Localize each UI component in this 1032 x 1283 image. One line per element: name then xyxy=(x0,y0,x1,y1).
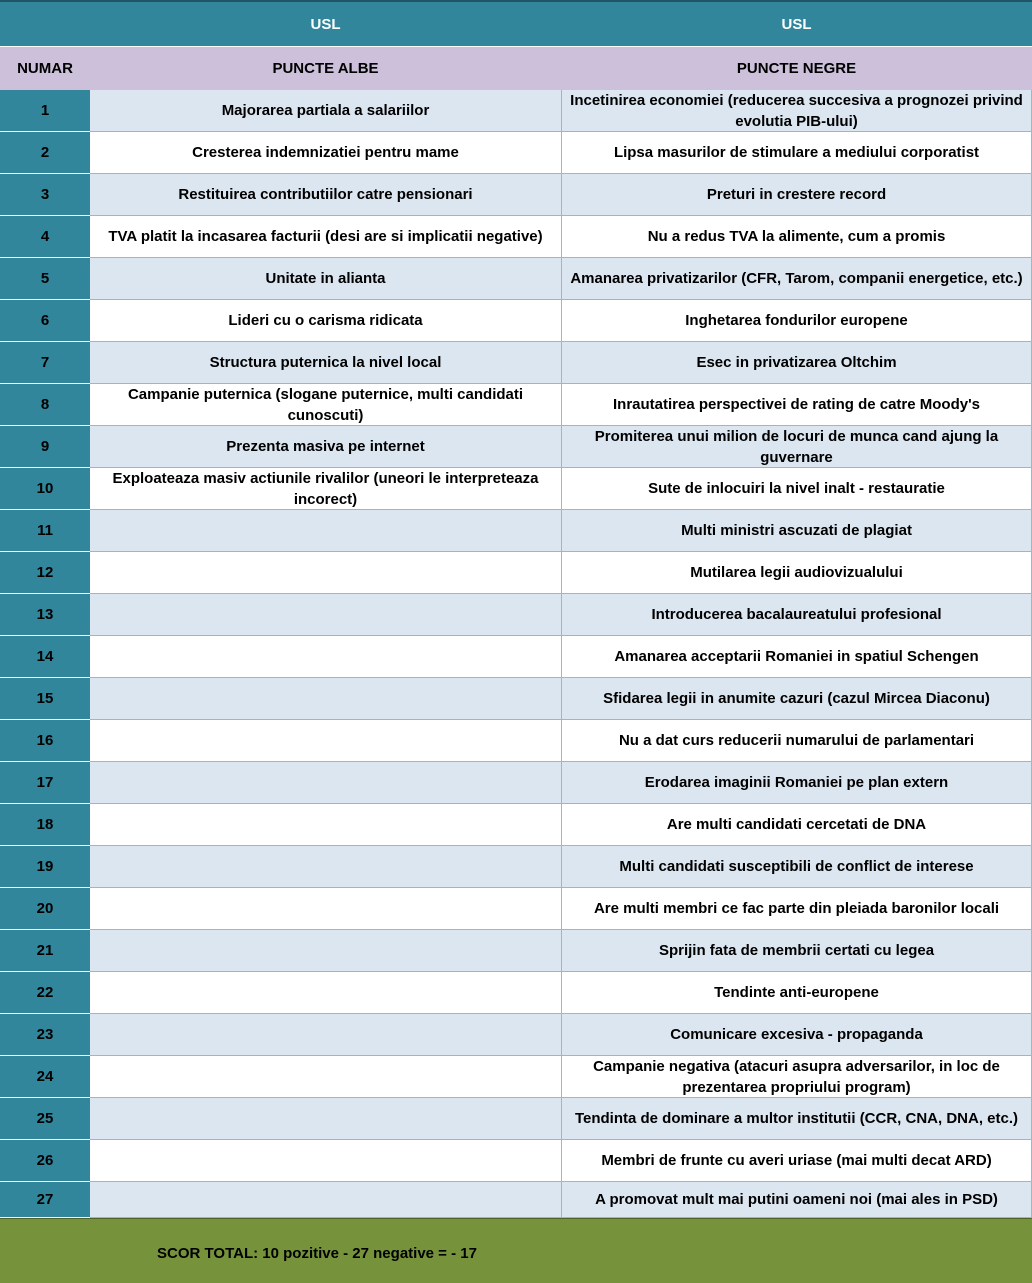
black-point-cell: Inrautatirea perspectivei de rating de catre Moody's xyxy=(561,384,1032,426)
column-header-black-points: PUNCTE NEGRE xyxy=(736,60,857,77)
table-row xyxy=(0,468,1032,510)
white-point-cell xyxy=(90,1182,561,1218)
row-number: 17 xyxy=(0,762,90,804)
black-point-cell: Promiterea unui milion de locuri de munca cand ajung la guvernare xyxy=(561,426,1032,468)
black-point-cell: Sute de inlocuiri la nivel inalt - restauratie xyxy=(561,468,1032,510)
table-row xyxy=(0,174,1032,216)
table-row xyxy=(0,846,1032,888)
table-row xyxy=(0,930,1032,972)
row-number: 26 xyxy=(0,1140,90,1182)
white-point-cell xyxy=(90,552,561,594)
row-number: 27 xyxy=(0,1182,90,1218)
black-point-cell: Erodarea imaginii Romaniei pe plan extern xyxy=(561,762,1032,804)
row-number: 6 xyxy=(0,300,90,342)
white-point-cell xyxy=(90,804,561,846)
table-row xyxy=(0,216,1032,258)
white-point-cell xyxy=(90,1056,561,1098)
table-row xyxy=(0,552,1032,594)
row-number: 13 xyxy=(0,594,90,636)
party-label-white: USL xyxy=(310,15,341,33)
row-number: 16 xyxy=(0,720,90,762)
black-point-cell: Amanarea privatizarilor (CFR, Tarom, companii energetice, etc.) xyxy=(561,258,1032,300)
white-point-cell: Prezenta masiva pe internet xyxy=(90,426,561,468)
row-number: 11 xyxy=(0,510,90,552)
table-row xyxy=(0,90,1032,132)
black-point-cell: Preturi in crestere record xyxy=(561,174,1032,216)
white-point-cell: Campanie puternica (slogane puternice, multi candidati cunoscuti) xyxy=(90,384,561,426)
white-point-cell: Structura puternica la nivel local xyxy=(90,342,561,384)
white-point-cell xyxy=(90,678,561,720)
column-header-number: NUMAR xyxy=(17,60,73,77)
black-point-cell: Campanie negativa (atacuri asupra adversarilor, in loc de prezentarea propriului program) xyxy=(561,1056,1032,1098)
white-point-cell: Cresterea indemnizatiei pentru mame xyxy=(90,132,561,174)
black-point-cell: Sfidarea legii in anumite cazuri (cazul Mircea Diaconu) xyxy=(561,678,1032,720)
row-number: 12 xyxy=(0,552,90,594)
white-point-cell xyxy=(90,510,561,552)
table-row xyxy=(0,1014,1032,1056)
white-point-cell xyxy=(90,846,561,888)
column-header-row xyxy=(0,46,1032,90)
table-row xyxy=(0,762,1032,804)
white-point-cell xyxy=(90,594,561,636)
row-number: 23 xyxy=(0,1014,90,1056)
white-point-cell xyxy=(90,972,561,1014)
column-header-white-points: PUNCTE ALBE xyxy=(272,60,379,77)
table-row xyxy=(0,1056,1032,1098)
black-point-cell: Nu a redus TVA la alimente, cum a promis xyxy=(561,216,1032,258)
row-number: 1 xyxy=(0,90,90,132)
row-number: 3 xyxy=(0,174,90,216)
table-row xyxy=(0,678,1032,720)
black-point-cell: Nu a dat curs reducerii numarului de parlamentari xyxy=(561,720,1032,762)
white-point-cell: Unitate in alianta xyxy=(90,258,561,300)
table-row xyxy=(0,384,1032,426)
party-label-black: USL xyxy=(781,15,812,33)
black-point-cell: Are multi candidati cercetati de DNA xyxy=(561,804,1032,846)
table-row xyxy=(0,510,1032,552)
white-point-cell xyxy=(90,720,561,762)
table-row xyxy=(0,804,1032,846)
white-point-cell: Majorarea partiala a salariilor xyxy=(90,90,561,132)
white-point-cell: Lideri cu o carisma ridicata xyxy=(90,300,561,342)
black-point-cell: Inghetarea fondurilor europene xyxy=(561,300,1032,342)
white-point-cell xyxy=(90,888,561,930)
table-row xyxy=(0,426,1032,468)
table-row xyxy=(0,258,1032,300)
black-point-cell: Comunicare excesiva - propaganda xyxy=(561,1014,1032,1056)
table-row xyxy=(0,132,1032,174)
black-point-cell: Multi ministri ascuzati de plagiat xyxy=(561,510,1032,552)
black-point-cell: Incetinirea economiei (reducerea succesiva a prognozei privind evolutia PIB-ului) xyxy=(561,90,1032,132)
row-number: 14 xyxy=(0,636,90,678)
table-row xyxy=(0,594,1032,636)
table-row xyxy=(0,636,1032,678)
row-number: 15 xyxy=(0,678,90,720)
row-number: 20 xyxy=(0,888,90,930)
row-number: 10 xyxy=(0,468,90,510)
table-row xyxy=(0,342,1032,384)
white-point-cell: Exploateaza masiv actiunile rivalilor (uneori le interpreteaza incorect) xyxy=(90,468,561,510)
row-number: 9 xyxy=(0,426,90,468)
total-score-bar xyxy=(0,1218,1032,1283)
black-point-cell: Multi candidati susceptibili de conflict de interese xyxy=(561,846,1032,888)
black-point-cell: A promovat mult mai putini oameni noi (mai ales in PSD) xyxy=(561,1182,1032,1218)
black-point-cell: Esec in privatizarea Oltchim xyxy=(561,342,1032,384)
row-number: 22 xyxy=(0,972,90,1014)
row-number: 18 xyxy=(0,804,90,846)
row-number: 2 xyxy=(0,132,90,174)
row-number: 19 xyxy=(0,846,90,888)
white-point-cell xyxy=(90,930,561,972)
white-point-cell xyxy=(90,762,561,804)
row-number: 21 xyxy=(0,930,90,972)
black-point-cell: Membri de frunte cu averi uriase (mai multi decat ARD) xyxy=(561,1140,1032,1182)
white-point-cell xyxy=(90,1014,561,1056)
table-row xyxy=(0,1182,1032,1218)
row-number: 24 xyxy=(0,1056,90,1098)
party-header-row xyxy=(0,0,1032,46)
table-row xyxy=(0,300,1032,342)
black-point-cell: Tendinte anti-europene xyxy=(561,972,1032,1014)
row-number: 5 xyxy=(0,258,90,300)
row-number: 25 xyxy=(0,1098,90,1140)
black-point-cell: Tendinta de dominare a multor institutii (CCR, CNA, DNA, etc.) xyxy=(561,1098,1032,1140)
row-number: 4 xyxy=(0,216,90,258)
white-point-cell: TVA platit la incasarea facturii (desi are si implicatii negative) xyxy=(90,216,561,258)
black-point-cell: Introducerea bacalaureatului profesional xyxy=(561,594,1032,636)
table-body xyxy=(0,90,1032,1218)
white-point-cell: Restituirea contributiilor catre pensionari xyxy=(90,174,561,216)
table-row xyxy=(0,1140,1032,1182)
black-point-cell: Amanarea acceptarii Romaniei in spatiul Schengen xyxy=(561,636,1032,678)
white-point-cell xyxy=(90,636,561,678)
white-point-cell xyxy=(90,1140,561,1182)
black-point-cell: Are multi membri ce fac parte din pleiada baronilor locali xyxy=(561,888,1032,930)
table-row xyxy=(0,972,1032,1014)
row-number: 8 xyxy=(0,384,90,426)
total-score: SCOR TOTAL: 10 pozitive - 27 negative = - 17 xyxy=(157,1245,477,1262)
black-point-cell: Mutilarea legii audiovizualului xyxy=(561,552,1032,594)
table-row xyxy=(0,720,1032,762)
row-number: 7 xyxy=(0,342,90,384)
table-row xyxy=(0,888,1032,930)
table-row xyxy=(0,1098,1032,1140)
black-point-cell: Lipsa masurilor de stimulare a mediului corporatist xyxy=(561,132,1032,174)
white-point-cell xyxy=(90,1098,561,1140)
black-point-cell: Sprijin fata de membrii certati cu legea xyxy=(561,930,1032,972)
